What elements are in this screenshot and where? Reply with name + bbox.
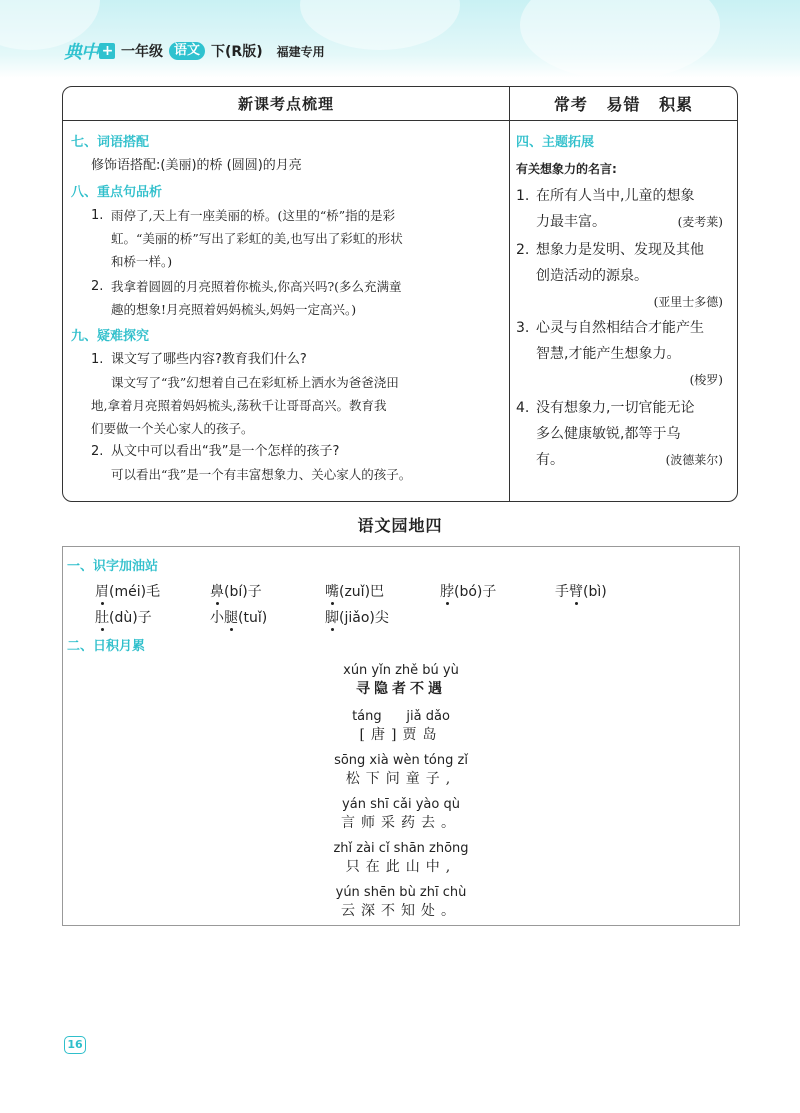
char-item: 眉(méi)毛 xyxy=(95,584,161,600)
poem-line-pinyin: zhǐ zài cǐ shān zhōng xyxy=(333,841,469,856)
poem-line-pinyin: sōng xià wèn tóng zǐ xyxy=(334,753,468,768)
grade-label: 一年级 xyxy=(121,44,163,60)
poem-title-pinyin: xún yǐn zhě bú yù xyxy=(343,663,459,678)
points-header: 新课考点梳理 xyxy=(63,87,509,121)
poem-line: 只在此山中, xyxy=(345,859,457,875)
char-row-2 xyxy=(95,607,440,627)
volume-label: 下(R版) xyxy=(211,44,263,60)
quotes-heading: 有关想象力的名言: xyxy=(516,162,617,176)
char-item: 鼻(bí)子 xyxy=(210,584,262,600)
edition-label: 福建专用 xyxy=(276,44,325,59)
section-title: 语文园地四 xyxy=(357,516,443,535)
poem-author: [唐]贾岛 xyxy=(359,727,443,743)
section-8-title: 八、重点句品析 xyxy=(71,185,163,200)
daily-section-title: 二、日积月累 xyxy=(67,639,146,654)
quote-item: 1. 在所有人当中,儿童的想象 力最丰富。 (麦考莱) xyxy=(516,188,723,230)
poem-title: 寻隐者不遇 xyxy=(356,681,446,697)
page-number: 16 xyxy=(64,1036,86,1054)
poem-line: 言师采药去。 xyxy=(341,815,461,831)
theme-section-title: 四、主题拓展 xyxy=(516,135,595,150)
quote-item: 2. 想象力是发明、发现及其他 创造活动的源泉。 (亚里士多德) xyxy=(516,242,723,309)
literacy-section-title: 一、识字加油站 xyxy=(67,559,159,574)
char-item: 脖(bó)子 xyxy=(440,584,497,600)
accumulate-column xyxy=(510,87,737,501)
points-column xyxy=(63,87,510,501)
char-row-1 xyxy=(95,581,670,601)
question-item: 1. 课文写了哪些内容?教育我们什么? 课文写了“我”幻想着自己在彩虹桥上洒水为爸爸浇田 地,拿着月亮照着妈妈梳头,荡秋千让哥哥高兴。教育我 们要做一个关心家人的孩子。 xyxy=(91,352,399,436)
brand-logo: 典中 + xyxy=(64,38,115,64)
char-item: 嘴(zuǐ)巴 xyxy=(325,584,385,600)
sentence-item: 1. 雨停了,天上有一座美丽的桥。(这里的“桥”指的是彩 虹。“美丽的桥”写出了彩虹的美,也写出了彩虹的形状 和桥一样。) xyxy=(91,208,403,269)
poem-line: 松下问童子, xyxy=(345,771,457,787)
garden-box xyxy=(62,546,740,926)
char-item: 脚(jiǎo)尖 xyxy=(325,610,389,626)
poem-author-pinyin: táng jiǎ dǎo xyxy=(352,709,450,724)
book-header xyxy=(64,38,325,64)
poem-line: 云深不知处。 xyxy=(341,903,461,919)
char-item: 肚(dù)子 xyxy=(95,610,152,626)
char-item: 手臂(bì) xyxy=(555,584,607,600)
quote-item: 3. 心灵与自然相结合才能产生 智慧,才能产生想象力。 (梭罗) xyxy=(516,320,723,387)
word-pairing-line: 修饰语搭配:(美丽)的桥 (圆圆)的月亮 xyxy=(91,158,302,173)
sentence-item: 2. 我拿着圆圆的月亮照着你梳头,你高兴吗?(多么充满童 趣的想象!月亮照着妈妈梳头,妈妈一定高兴。) xyxy=(91,279,402,317)
review-box xyxy=(62,86,738,502)
subject-badge: 语文 xyxy=(169,42,205,60)
poem-line-pinyin: yún shēn bù zhī chù xyxy=(335,885,467,900)
section-9-title: 九、疑难探究 xyxy=(71,329,150,344)
poem-line-pinyin: yán shī cǎi yào qù xyxy=(342,797,460,812)
quote-item: 4. 没有想象力,一切官能无论 多么健康敏锐,都等于乌 有。 (波德莱尔) xyxy=(516,400,723,468)
question-item: 2. 从文中可以看出“我”是一个怎样的孩子? 可以看出“我”是一个有丰富想象力、关心家人的孩子。 xyxy=(91,444,412,482)
section-7-title: 七、词语搭配 xyxy=(71,135,150,150)
accumulate-header: 常考 易错 积累 xyxy=(510,87,737,121)
char-item: 小腿(tuǐ) xyxy=(210,610,268,626)
